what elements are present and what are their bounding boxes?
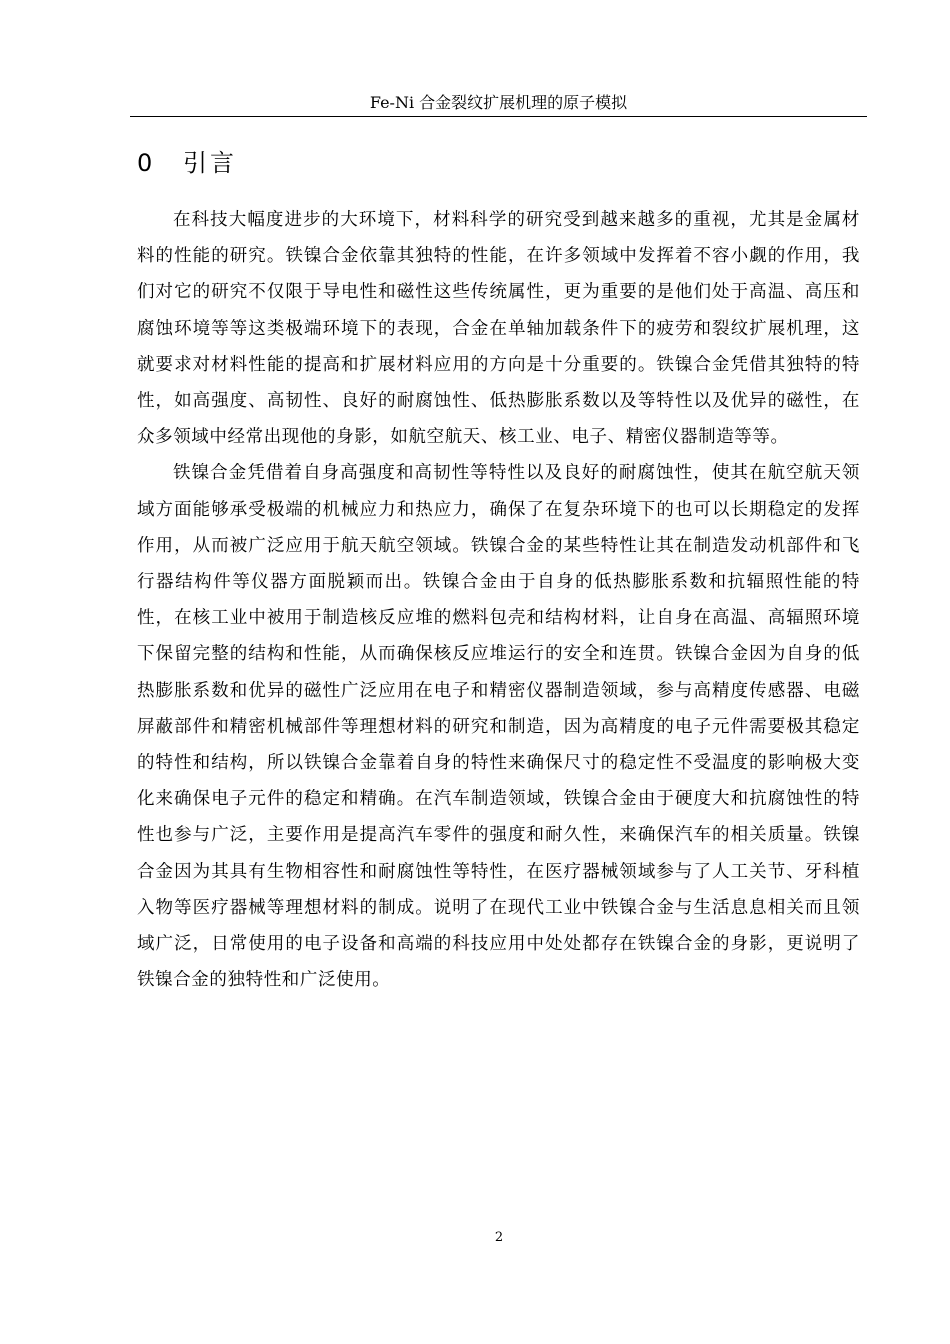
body-text xyxy=(137,202,860,998)
section-title: 引言 xyxy=(183,149,237,177)
paragraph: 在科技大幅度进步的大环境下，材料科学的研究受到越来越多的重视，尤其是金属材料的性能的研究。铁镍合金依靠其独特的性能，在许多领域中发挥着不容小觑的作用，我们对它的研究不仅限于导电性和磁性这些传统属性，更为重要的是他们处于高温、高压和腐蚀环境等等这类极端环境下的表现，合金在单轴加载条件下的疲劳和裂纹扩展机理，这就要求对材料性能的提高和扩展材料应用的方向是十分重要的。铁镍合金凭借其独特的特性，如高强度、高韧性、良好的耐腐蚀性、低热膨胀系数以及等特性以及优异的磁性，在众多领域中经常出现他的身影，如航空航天、核工业、电子、精密仪器制造等等。 xyxy=(137,210,860,448)
section-heading xyxy=(137,146,237,180)
header-rule xyxy=(130,116,867,117)
section-number: 0 xyxy=(137,149,153,177)
page-number: 2 xyxy=(494,1230,504,1245)
running-header: Fe-Ni 合金裂纹扩展机理的原子模拟 xyxy=(369,93,628,112)
paragraph: 铁镍合金凭借着自身高强度和高韧性等特性以及良好的耐腐蚀性，使其在航空航天领域方面能够承受极端的机械应力和热应力，确保了在复杂环境下的也可以长期稳定的发挥作用，从而被广泛应用于航天航空领域。铁镍合金的某些特性让其在制造发动机部件和飞行器结构件等仪器方面脱颖而出。铁镍合金由于自身的低热膨胀系数和抗辐照性能的特性，在核工业中被用于制造核反应堆的燃料包壳和结构材料，让自身在高温、高辐照环境下保留完整的结构和性能，从而确保核反应堆运行的安全和连贯。铁镍合金因为自身的低热膨胀系数和优异的磁性广泛应用在电子和精密仪器制造领域，参与高精度传感器、电磁屏蔽部件和精密机械部件等理想材料的研究和制造，因为高精度的电子元件需要极其稳定的特性和结构，所以铁镍合金靠着自身的特性来确保尺寸的稳定性不受温度的影响极大变化来确保电子元件的稳定和精确。在汽车制造领域，铁镍合金由于硬度大和抗腐蚀性的特性也参与广泛，主要作用是提高汽车零件的强度和耐久性，来确保汽车的相关质量。铁镍合金因为其具有生物相容性和耐腐蚀性等特性，在医疗器械领域参与了人工关节、牙科植入物等医疗器械等理想材料的制成。说明了在现代工业中铁镍合金与生活息息相关而且领域广泛，日常使用的电子设备和高端的科技应用中处处都存在铁镍合金的身影，更说明了铁镍合金的独特性和广泛使用。 xyxy=(137,463,860,991)
